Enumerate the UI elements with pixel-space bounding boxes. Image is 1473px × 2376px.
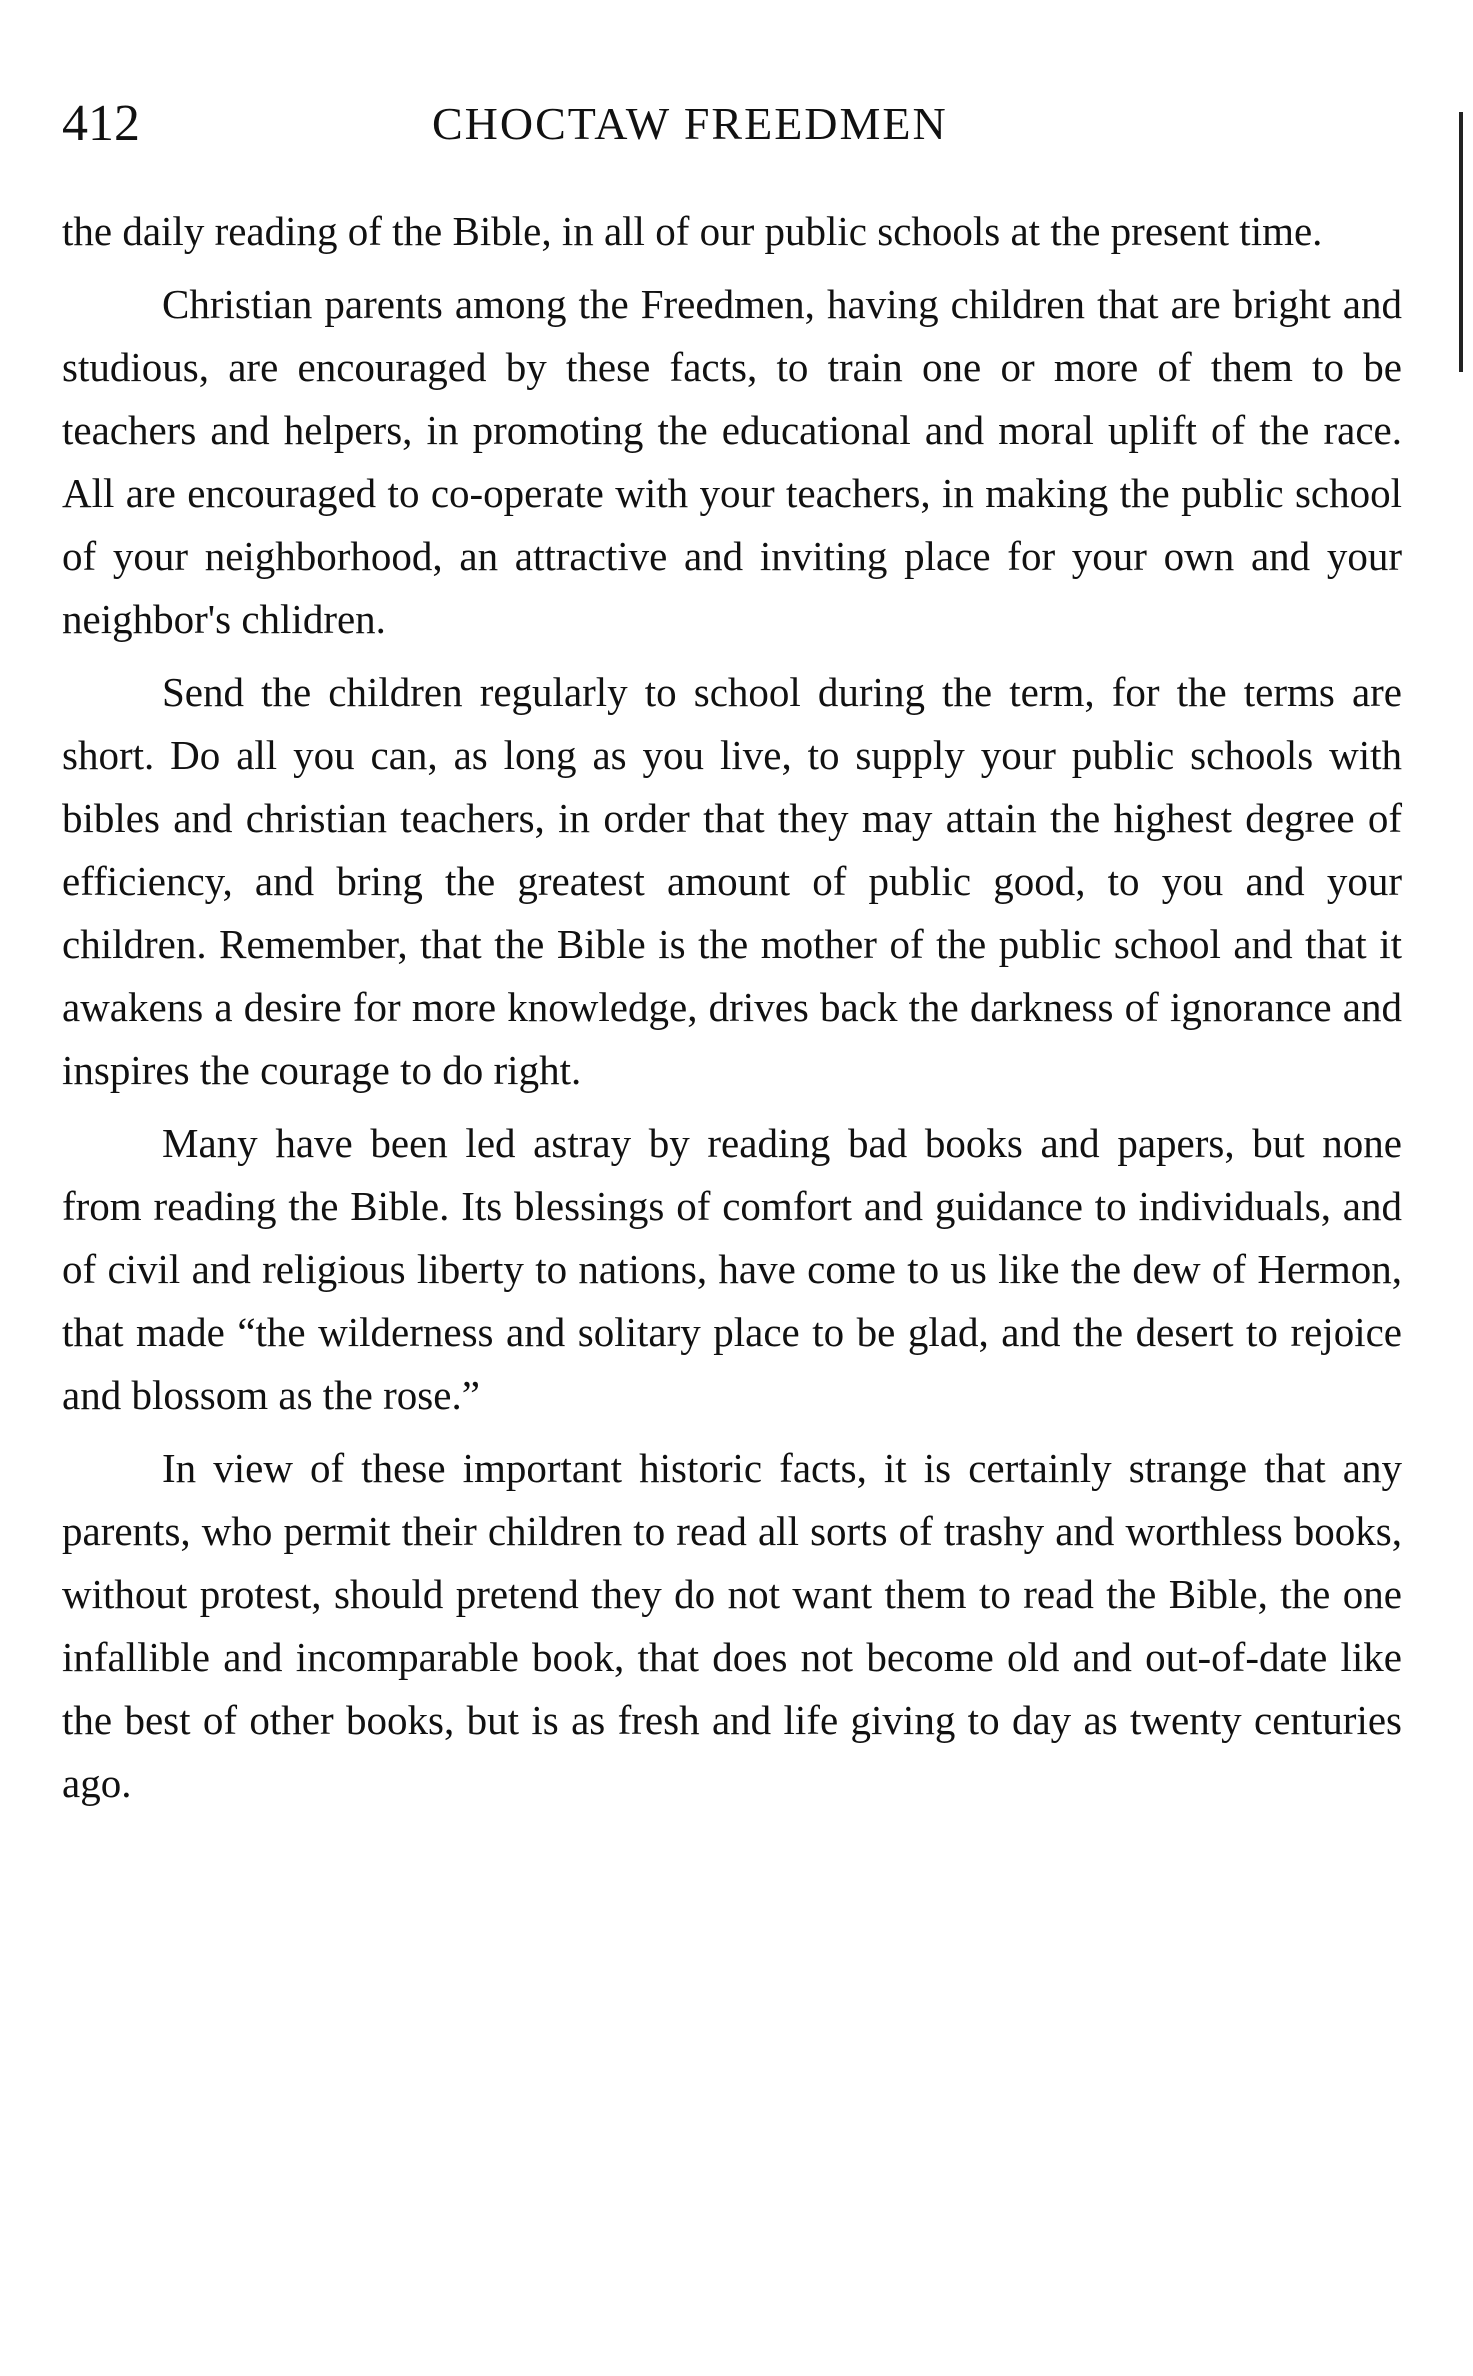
paragraph-3: Send the children regularly to school during the term, for the terms are short. Do all you can, as long as you live, to supply your public schools with bibles and christian teachers, in order that they may attain the highest degree of efficiency, and bring the greatest amount of public good, to you and your children. Remember, that the Bible is the mother of the public school and that it awakens a desire for more knowledge, drives back the darkness of ignorance and inspires the courage to do right. (62, 669, 1402, 1093)
page-number: 412 (62, 95, 140, 152)
body-text (62, 200, 1402, 1815)
running-title: CHOCTAW FREEDMEN (432, 98, 948, 149)
page-edge-line (1459, 112, 1463, 372)
page-header (62, 92, 1402, 162)
paragraph-4: Many have been led astray by reading bad books and papers, but none from reading the Bible. Its blessings of comfort and guidance to individuals, and of civil and religious liberty to nations, have come to us like the dew of Hermon, that made “the wilderness and solitary place to be glad, and the desert to rejoice and blossom as the rose.” (62, 1120, 1402, 1418)
paragraph-5: In view of these important historic facts, it is certainly strange that any parents, who permit their children to read all sorts of trashy and worthless books, without protest, should pretend they do not want them to read the Bible, the one infallible and incomparable book, that does not become old and out-of-date like the best of other books, but is as fresh and life giving to day as twenty centuries ago. (62, 1445, 1402, 1806)
paragraph-1: the daily reading of the Bible, in all of our public schools at the present time. (62, 208, 1323, 254)
paragraph-2: Christian parents among the Freedmen, having children that are bright and studious, are encouraged by these facts, to train one or more of them to be teachers and helpers, in promoting the educational and moral uplift of the race. All are encouraged to co-operate with your teachers, in making the public school of your neighborhood, an attractive and inviting place for your own and your neighbor's chlidren. (62, 281, 1402, 642)
